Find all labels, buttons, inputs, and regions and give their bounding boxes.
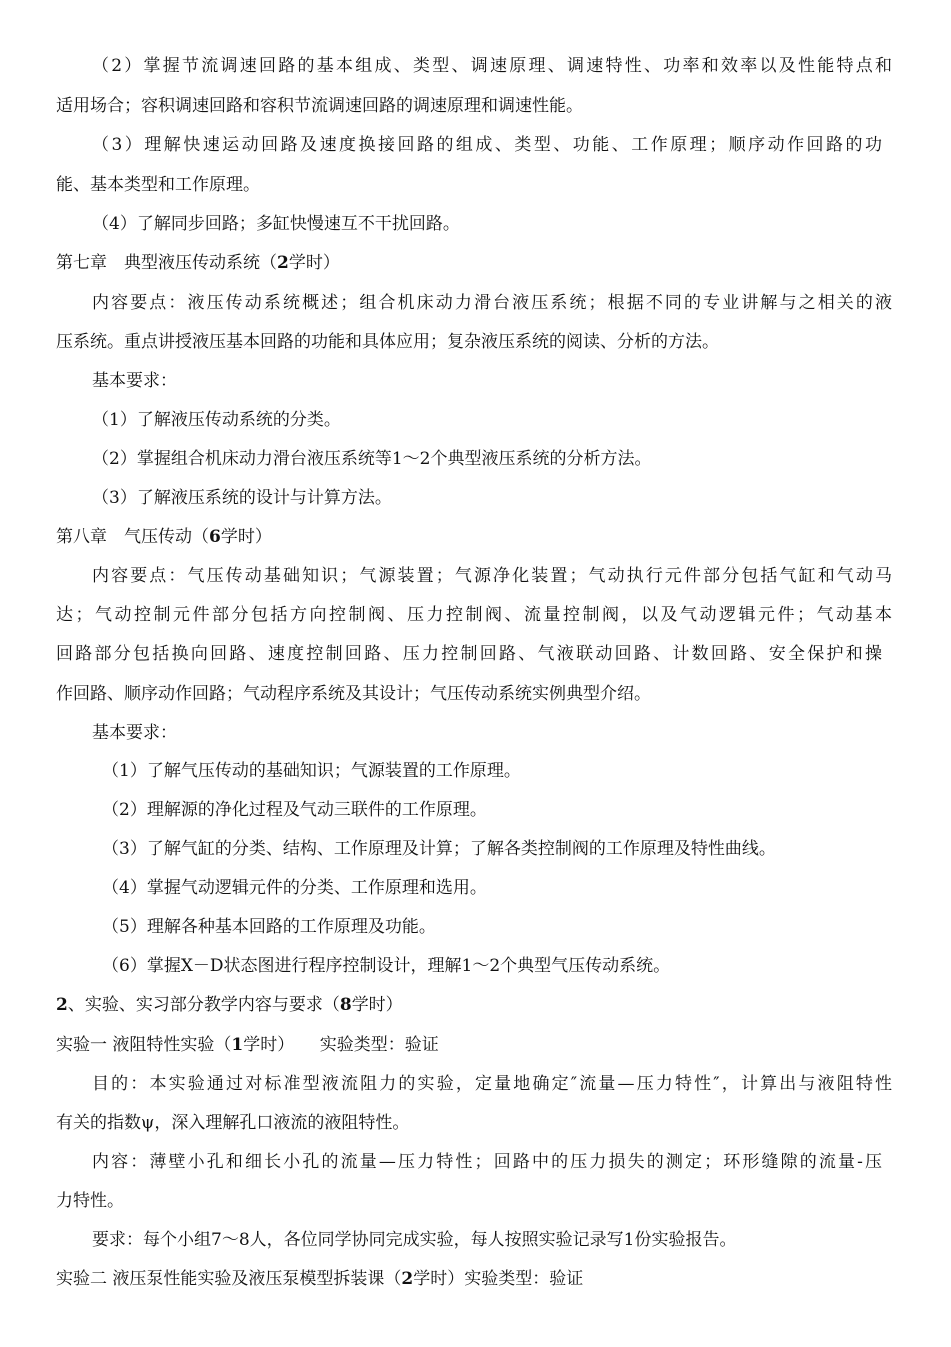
list-item: （4）掌握气动逻辑元件的分类、工作原理和选用。 — [102, 878, 487, 898]
paragraph-line: 目的：本实验通过对标准型液流阻力的实验，定量地确定″流量—压力特性″，计算出与液阻特性 — [92, 1074, 892, 1094]
list-item: （1）了解液压传动系统的分类。 — [92, 410, 341, 430]
paragraph-line: 基本要求： — [92, 723, 177, 743]
list-item: （3）了解气缸的分类、结构、工作原理及计算；了解各类控制阀的工作原理及特性曲线。 — [102, 839, 776, 859]
paragraph-line: 达；气动控制元件部分包括方向控制阀、压力控制阀、流量控制阀，以及气动逻辑元件；气动基本 — [56, 605, 892, 625]
paragraph-line: 有关的指数ψ，深入理解孔口液流的液阻特性。 — [56, 1113, 410, 1133]
paragraph-line: 适用场合；容积调速回路和容积节流调速回路的调速原理和调速性能。 — [56, 96, 583, 116]
paragraph-line: 回路部分包括换向回路、速度控制回路、压力控制回路、气液联动回路、计数回路、安全保护和操 — [56, 644, 882, 664]
section-heading: 2、实验、实习部分教学内容与要求（8学时） — [56, 995, 403, 1015]
list-item: （6）掌握X－D状态图进行程序控制设计，理解1～2个典型气压传动系统。 — [102, 956, 671, 976]
paragraph-line: （3）理解快速运动回路及速度换接回路的组成、类型、功能、工作原理；顺序动作回路的功 — [92, 135, 882, 155]
experiment-heading: 实验一 液阻特性实验（1学时） 实验类型：验证 — [56, 1035, 439, 1055]
paragraph-line: 内容要点：气压传动基础知识；气源装置；气源净化装置；气动执行元件部分包括气缸和气动马 — [92, 566, 892, 586]
paragraph-line: 内容要点：液压传动系统概述；组合机床动力滑台液压系统；根据不同的专业讲解与之相关的液 — [92, 293, 892, 313]
chapter-heading: 第八章 气压传动（6学时） — [56, 527, 272, 547]
paragraph-line: 基本要求： — [92, 371, 177, 391]
paragraph-line: 压系统。重点讲授液压基本回路的功能和具体应用；复杂液压系统的阅读、分析的方法。 — [56, 332, 719, 352]
paragraph-line: 能、基本类型和工作原理。 — [56, 175, 260, 195]
list-item: （2）理解源的净化过程及气动三联件的工作原理。 — [102, 800, 487, 820]
paragraph-line: （4）了解同步回路；多缸快慢速互不干扰回路。 — [92, 214, 460, 234]
chapter-heading: 第七章 典型液压传动系统（2学时） — [56, 253, 340, 273]
list-item: （5）理解各种基本回路的工作原理及功能。 — [102, 917, 436, 937]
paragraph-line: 力特性。 — [56, 1191, 124, 1211]
list-item: （1）了解气压传动的基础知识；气源装置的工作原理。 — [102, 761, 521, 781]
list-item: （2）掌握组合机床动力滑台液压系统等1～2个典型液压系统的分析方法。 — [92, 449, 652, 469]
paragraph-line: 要求：每个小组7～8人，各位同学协同完成实验，每人按照实验记录写1份实验报告。 — [92, 1230, 737, 1250]
paragraph-line: 内容：薄壁小孔和细长小孔的流量—压力特性；回路中的压力损失的测定；环形缝隙的流量-压 — [92, 1152, 882, 1172]
experiment-heading: 实验二 液压泵性能实验及液压泵模型拆装课（2学时）实验类型：验证 — [56, 1269, 584, 1289]
paragraph-line: （2）掌握节流调速回路的基本组成、类型、调速原理、调速特性、功率和效率以及性能特点和 — [92, 56, 892, 76]
paragraph-line: 作回路、顺序动作回路；气动程序系统及其设计；气压传动系统实例典型介绍。 — [56, 684, 651, 704]
list-item: （3）了解液压系统的设计与计算方法。 — [92, 488, 392, 508]
